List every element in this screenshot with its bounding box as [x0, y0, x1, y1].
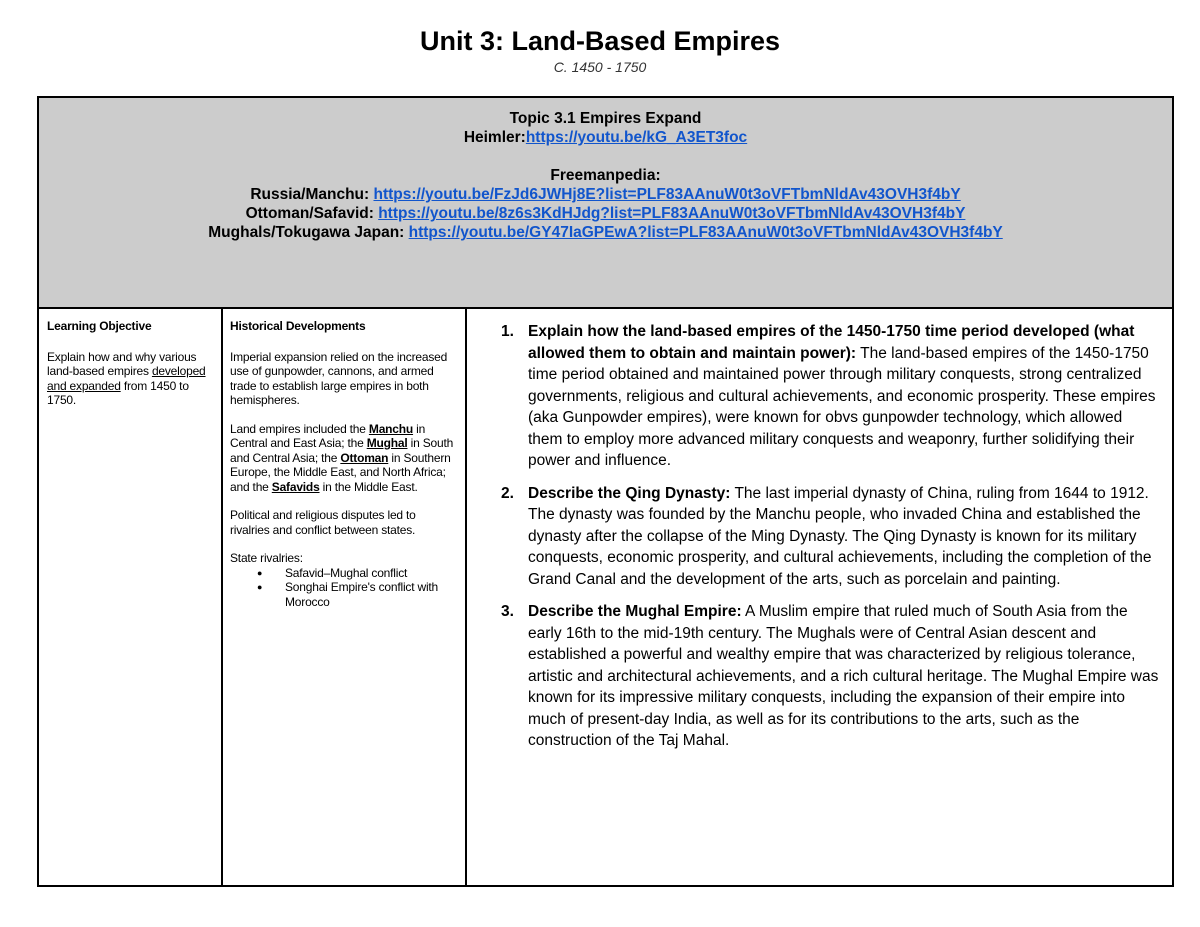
question-item — [501, 483, 1160, 591]
link-label: Russia/Manchu: — [250, 186, 374, 203]
hd-paragraph: Imperial expansion relied on the increased use of gunpowder, cannons, and armed trade to establish large empires in both hemispheres. — [230, 349, 448, 407]
question-item — [501, 601, 1160, 752]
rivalries-label: State rivalries: — [230, 551, 303, 565]
learning-objective-column — [39, 309, 223, 885]
question-prompt: Explain how the land-based empires of the 1450-1750 time period developed (what allowed them to obtain and maintain power): — [528, 323, 1135, 362]
question-prompt: Describe the Mughal Empire: — [528, 603, 742, 620]
historical-developments-column — [223, 309, 467, 885]
link-label: Ottoman/Safavid: — [245, 205, 379, 222]
heimler-line — [39, 128, 1172, 147]
freemanpedia-link-row — [39, 185, 1172, 204]
heimler-label: Heimler: — [463, 129, 526, 146]
question-prompt: Describe the Qing Dynasty: — [528, 484, 731, 502]
question-number: 2. — [501, 484, 514, 502]
hd-paragraph: Political and religious disputes led to rivalries and conflict between states. — [230, 508, 416, 537]
question-answer: A Muslim empire that ruled much of South Asia from the early 16th to the mid-19th century. The Mughals were of Central Asian descent and established a powerful and wealthy empire that was characterized by religious tolerance, artistic and architectural achievements, and a rich cultural heritage. The Mughal Empire was known for its impressive military conquests, including the expansion of their empire into much of present-day India, as well as for its contributions to the arts, such as the construction of the Taj Mahal. — [528, 603, 1159, 749]
link-label: Mughals/Tokugawa Japan: — [208, 224, 409, 241]
ottoman-safavid-link[interactable]: https://youtu.be/8z6s3KdHJdg?list=PLF83AAnuW0t3oVFTbmNldAv43OVH3f4bY — [378, 205, 966, 222]
question-item — [501, 321, 1160, 472]
list-item: ● Songhai Empire's conflict with Morocco — [230, 580, 457, 609]
page-title: Unit 3: Land-Based Empires — [419, 26, 781, 56]
questions-column — [467, 309, 1172, 885]
empire-term: Mughal — [366, 436, 408, 450]
empire-term: Manchu — [368, 421, 414, 436]
learning-objective-text: Explain how and why various land-based empires developed and expanded from 1450 to 1750. — [47, 349, 206, 407]
question-answer: The last imperial dynasty of China, ruling from 1644 to 1912. The dynasty was founded by the Manchu people, who invaded China and established the dynasty after the collapse of the Ming Dynasty. The Qing Dynasty is known for its military conquests, economic prosperity, and cultural achievements, including the completion of the Grand Canal and the development of the arts, such as porcelain and painting. — [528, 484, 1152, 588]
page-subtitle: C. 1450 - 1750 — [553, 59, 647, 75]
mughals-tokugawa-link[interactable]: https://youtu.be/GY47IaGPEwA?list=PLF83AAnuW0t3oVFTbmNldAv43OVH3f4bY — [408, 224, 1003, 241]
topic-header-cell — [37, 96, 1174, 309]
russia-manchu-link[interactable]: https://youtu.be/FzJd6JWHj8E?list=PLF83AAnuW0t3oVFTbmNldAv43OVH3f4bY — [373, 186, 961, 203]
list-item: ● Safavid–Mughal conflict — [230, 566, 457, 581]
questions-list — [501, 321, 1160, 752]
empire-term: Safavids — [271, 479, 320, 494]
freemanpedia-label: Freemanpedia: — [550, 167, 661, 184]
rivalries-list — [230, 566, 457, 610]
topic-title: Topic 3.1 Empires Expand — [509, 110, 702, 127]
question-answer: The land-based empires of the 1450-1750 time period obtained and maintained power through military conquests, strong centralized governments, religious and cultural achievements, and economic prosperity. These empires (aka Gunpowder empires), were known for obvs gunpowder technology, which allowed them to employ more advanced military conquests and weaponry, further solidifying their power and influence. — [528, 344, 1156, 469]
historical-developments-heading: Historical Developments — [230, 319, 366, 333]
content-row — [37, 309, 1174, 887]
freemanpedia-link-row — [39, 204, 1172, 223]
heimler-link[interactable]: https://youtu.be/kG_A3ET3foc — [525, 129, 748, 146]
question-number: 3. — [501, 603, 514, 620]
hd-paragraph: Land empires included the Manchu in Central and East Asia; the Mughal in South and Central Asia; the Ottoman in Southern Europe, the Middle East, and North Africa; and the Safavids in the Middle East. — [230, 421, 454, 494]
learning-objective-heading: Learning Objective — [47, 319, 152, 333]
freemanpedia-link-row — [39, 223, 1172, 242]
empire-term: Ottoman — [340, 450, 389, 465]
question-number: 1. — [501, 323, 514, 340]
title-block — [0, 26, 1200, 76]
